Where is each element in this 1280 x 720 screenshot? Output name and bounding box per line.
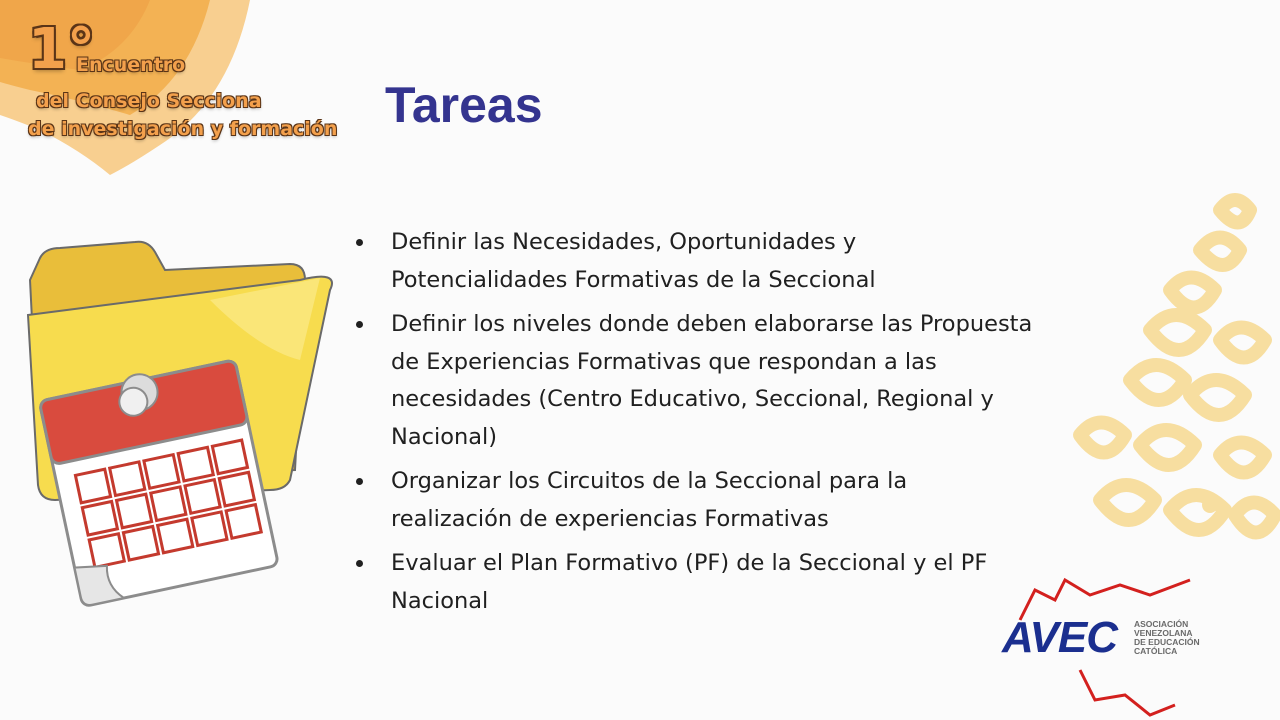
- event-badge: [0, 0, 340, 200]
- task-item: Definir los niveles donde deben elaborarse las Propuesta de Experiencias Formativas que respondan a las necesidades (Centro Educativo, Seccional, Regional y Nacional): [354, 306, 1034, 456]
- task-item: Organizar los Circuitos de la Seccional para la realización de experiencias Formativas: [354, 463, 1034, 538]
- avec-logo: [1000, 612, 1220, 664]
- task-item: Definir las Necesidades, Oportunidades y Potencialidades Formativas de la Seccional: [354, 224, 1034, 299]
- event-line-2: del Consejo Secciona: [36, 90, 262, 112]
- slide-title: Tareas: [385, 77, 543, 133]
- folder-calendar-illustration: [0, 180, 340, 640]
- event-line-3: de investigación y formación: [28, 118, 338, 140]
- avec-wordmark: AVEC: [1002, 613, 1117, 662]
- leaf-pattern-decor: [1020, 180, 1280, 620]
- event-number: 1°: [28, 17, 95, 82]
- task-list: [354, 224, 1034, 627]
- event-line-1: Encuentro: [76, 54, 186, 76]
- task-item: Evaluar el Plan Formativo (PF) de la Seccional y el PF Nacional: [354, 545, 1034, 620]
- avec-subtitle: ASOCIACIÓN VENEZOLANA DE EDUCACIÓN CATÓLICA: [1134, 619, 1200, 656]
